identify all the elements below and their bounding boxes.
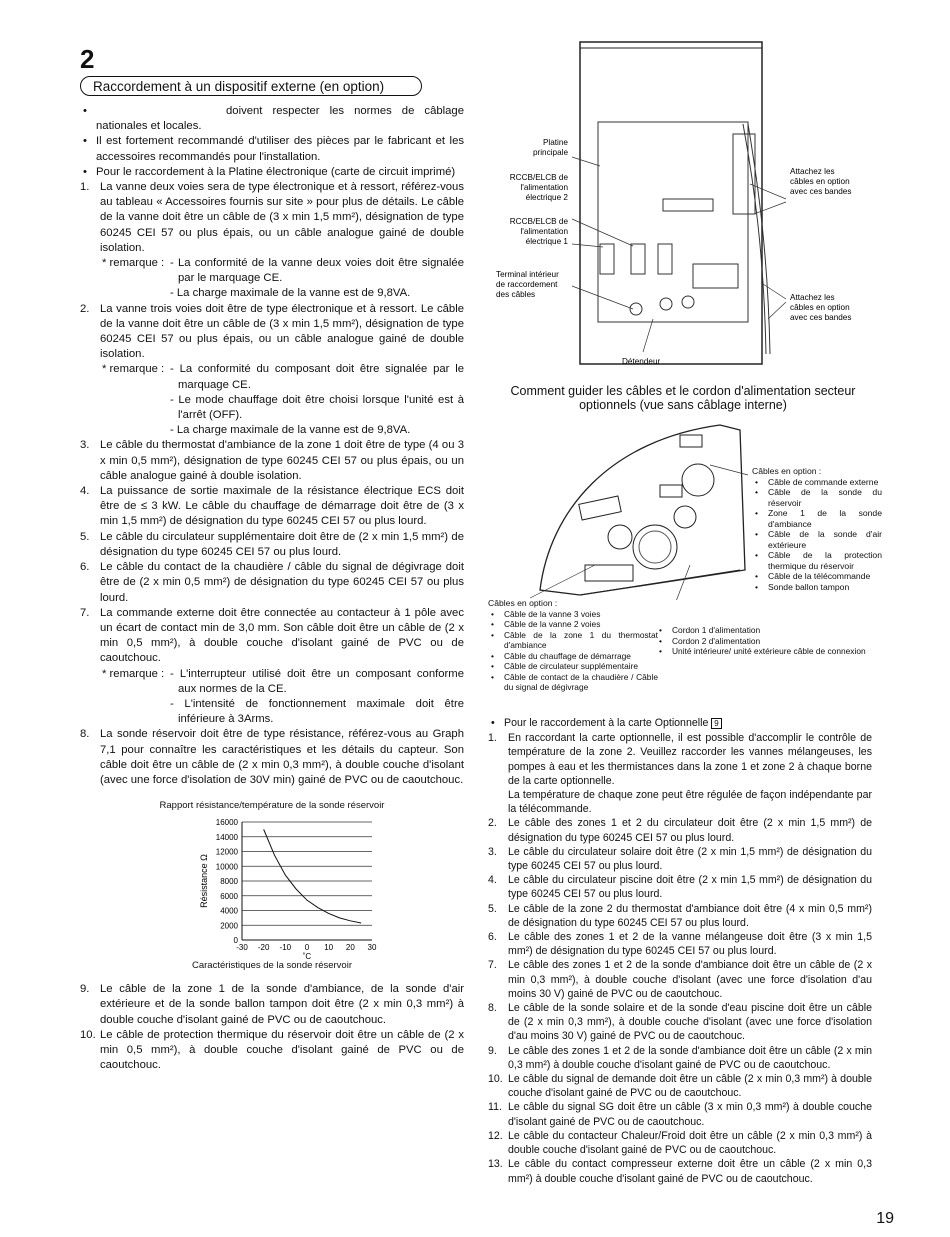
remark-line: - L'interrupteur utilisé doit être un composant conforme aux normes de la CE.: [170, 667, 464, 695]
list-item: [488, 1100, 872, 1128]
item-text: Le câble des zones 1 et 2 de la sonde d'ambiance doit être un câble (2 x min 0,3 mm²) à double couche d'isolant gainé de PVC ou de caoutchouc.: [508, 1044, 872, 1071]
cable-routing-diagram: [520, 420, 750, 600]
remark-block: [100, 362, 464, 438]
series-line: [264, 830, 361, 924]
cable-label: • Câble de circulateur supplémentaire: [488, 661, 658, 672]
list-item: [488, 1001, 872, 1044]
item-number: 10.: [80, 1028, 96, 1041]
chart-caption: Caractéristiques de la sonde réservoir: [192, 960, 352, 972]
y-tick-label: 12000: [215, 847, 238, 857]
grommet: [633, 525, 677, 569]
item-number: 2.: [488, 817, 497, 830]
item-text: Le câble de la zone 2 du thermostat d'ambiance doit être (4 x min 0,5 mm²) de désignation du type 60245 CEI 57 ou plus lourd.: [508, 902, 872, 929]
cable-label: • Cordon 1 d'alimentation: [656, 625, 871, 636]
cable-label: • Sonde ballon tampon: [752, 582, 882, 593]
y-tick-label: 4000: [220, 906, 238, 916]
diagram2-left-labels: Câbles en option : • Câble de la vanne 3 voies • Câble de la vanne 2 voies • Câble de la zone 1 du thermostat d'ambiance • Câble du chauffage de démarrage • Câble de circulateur supplémentaire • Câble de contact de la chaudière / Câble du signal de dégivrage: [488, 598, 658, 693]
cable-label: • Câble de la vanne 2 voies: [488, 619, 658, 630]
x-tick-label: 0: [304, 943, 310, 953]
sensor-chart: [80, 792, 464, 972]
rccb1: [600, 244, 614, 274]
list-item: [80, 560, 464, 606]
item-text: Le câble du contacteur Chaleur/Froid doit être un câble (2 x min 0,3 mm²) à double couche d'isolant gainé de PVC ou de caoutchouc.: [508, 1129, 872, 1157]
x-tick-label: 30: [367, 943, 377, 953]
list-item: [80, 530, 464, 560]
label-attach-2: Attachez les câbles en option avec ces bandes: [790, 293, 852, 322]
list-item: [488, 930, 872, 958]
item-number: 5.: [488, 902, 497, 915]
item-text: Le câble du signal de demande doit être un câble (2 x min 0,3 mm²) à double couche d'isolant gainé de PVC ou de caoutchouc.: [508, 1073, 872, 1100]
remark-label: * remarque :: [102, 667, 165, 680]
label-detendeur: Détendeur: [622, 357, 661, 366]
chart-title: Rapport résistance/température de la sonde réservoir: [159, 800, 385, 812]
list-item: [80, 606, 464, 728]
section-title: Raccordement à un dispositif externe (en option): [80, 76, 422, 96]
cable-label: • Cordon 2 d'alimentation: [656, 636, 871, 647]
list-item: [80, 438, 464, 484]
list-item: [80, 1028, 464, 1074]
item-number: 6.: [488, 931, 497, 944]
remark-block: [100, 256, 464, 302]
y-tick-label: 10000: [215, 862, 238, 872]
item-text: Le câble des zones 1 et 2 de la vanne mélangeuse doit être (3 x min 1,5 mm²) de désignation du type 60245 CEI 57 ou plus lourd.: [508, 931, 872, 958]
item-number: 9.: [488, 1044, 497, 1057]
item-text: Le câble des zones 1 et 2 du circulateur doit être (2 x min 1,5 mm²) de désignation du type 60245 CEI 57 ou plus lourd.: [508, 817, 872, 844]
bullet-item: • doivent respecter les normes de câblage nationales et locales.: [80, 104, 464, 134]
item-text: Le câble du contact de la chaudière / câble du signal de dégivrage doit être de (2 x min 0,5 mm²) de désignation du type 60245 CEI 57 ou plus lourd.: [100, 561, 464, 604]
list-item: [488, 816, 872, 844]
y-axis-label: Résistance Ω: [199, 854, 209, 909]
item-number: 1.: [80, 181, 90, 194]
diagram1-caption: Comment guider les câbles et le cordon d'alimentation secteur optionnels (vue sans câblage interne): [510, 384, 856, 412]
platine-diagram: [488, 34, 878, 379]
x-tick-label: -10: [279, 943, 292, 953]
rccb2: [631, 244, 645, 274]
list-item: [488, 845, 872, 873]
x-axis-label: ˚C: [302, 952, 312, 961]
item-text: Le câble du circulateur supplémentaire doit être de (2 x min 1,5 mm²) de désignation du type 60245 CEI 57 ou plus lourd.: [100, 530, 464, 558]
chart-svg: [80, 810, 464, 960]
item-number: 10.: [488, 1073, 503, 1086]
item-number: 7.: [488, 959, 497, 972]
cable-label: • Câble de la zone 1 du thermostat d'ambiance: [488, 630, 658, 651]
item-number: 11.: [488, 1101, 502, 1114]
remark-label: * remarque :: [102, 363, 165, 376]
item-number: 4.: [488, 874, 497, 887]
cable-label: • Câble de la vanne 3 voies: [488, 609, 658, 620]
item-text: Le câble de la zone 1 de la sonde d'ambiance, de la sonde d'air extérieure et de la sonde ballon tampon doit être (2 x min 0,3 mm²) à double couche d'isolant gainé de PVC ou de caoutchouc.: [100, 983, 464, 1026]
item-text: Le câble de la sonde solaire et de la sonde d'eau piscine doit être un câble de (2 x min 0,3 mm²), à double couche d'isolant (avec une force d'isolation d'au moins 30 V) gainé de PVC ou de caoutchouc.: [508, 1002, 872, 1043]
option-card-intro: • Pour le raccordement à la carte Optionnelle 9: [488, 716, 872, 731]
intro-bullets: [80, 104, 464, 180]
cable-label: • Zone 1 de la sonde d'ambiance: [752, 508, 882, 529]
item-text: La vanne deux voies sera de type électronique et à ressort, référez-vous au tableau « Accessoires fournis sur site » pour plus de détails. Le câble de la vanne doit être un câble de (3 x min 1,5 mm²), désignation de type 60245 CEI 57 ou plus épais, ou un câble analogue gainé de double isolation.: [100, 181, 464, 254]
y-tick-label: 6000: [220, 891, 238, 901]
remark-block: [100, 667, 464, 728]
x-tick-label: -30: [236, 943, 248, 953]
item-number: 9.: [80, 983, 90, 996]
item-number: 8.: [488, 1002, 497, 1015]
item-number: 13.: [488, 1158, 503, 1171]
page-number: 19: [876, 1210, 894, 1227]
remark-line: - La conformité de la vanne deux voies doit être signalée par le marquage CE.: [170, 257, 464, 285]
option-card-badge: 9: [711, 718, 721, 729]
remark-line: - L'intensité de fonctionnement maximale doit être inférieure à 3Arms.: [170, 697, 464, 726]
remark-label: * remarque :: [102, 257, 165, 270]
diagram2-right-labels: Câbles en option : • Câble de commande externe • Câble de la sonde du réservoir • Zone 1 de la sonde d'ambiance • Câble de la sonde d'air extérieure • Câble de la protection thermique du réservoir • Câble de la télécommande • Sonde ballon tampon: [752, 466, 882, 592]
item-number: 7.: [80, 606, 90, 619]
cable-label: • Câble de la sonde du réservoir: [752, 487, 882, 508]
list-item: [80, 727, 464, 788]
unit-housing: [540, 425, 745, 595]
remark-line: - La conformité du composant doit être signalée par le marquage CE.: [170, 363, 464, 391]
item-text: Le câble des zones 1 et 2 de la sonde d'ambiance doit être un câble de (2 x min 0,3 mm²), à double couche d'isolant (avec une force d'isolation d'au moins 30 V) gainé de PVC ou de caoutchouc.: [508, 959, 872, 1000]
list-item: [488, 902, 872, 930]
item-number: 2.: [80, 302, 90, 315]
item-text: La vanne trois voies doit être de type électronique et à ressort. Le câble de la vanne doit être un câble de (3 x min 1,5 mm²), désignation de type 60245 CEI 57 ou plus épais, ou un câble analogue gainé de double isolation.: [100, 302, 464, 361]
item-text: La puissance de sortie maximale de la résistance électrique ECS doit être de ≤ 3 kW. Le câble du chauffage de démarrage doit être de (3 x min 1,5 mm²) de désignation du type 60245 CEI 57 ou plus lourd.: [100, 485, 464, 528]
item-number: 6.: [80, 561, 90, 574]
list-item: [488, 731, 872, 816]
item-number: 4.: [80, 485, 90, 498]
list-item: [488, 1129, 872, 1157]
label-attach-1: Attachez les câbles en option avec ces bandes: [790, 167, 852, 196]
right-numbered-list: [488, 731, 872, 1186]
y-tick-label: 2000: [220, 921, 238, 931]
right-column: [488, 716, 872, 1186]
remark-line: - Le mode chauffage doit être choisi lorsque l'unité est à l'arrêt (OFF).: [170, 393, 464, 422]
bullet-item: • Pour le raccordement à la Platine électronique (carte de circuit imprimé): [80, 165, 464, 180]
main-board: [598, 122, 748, 322]
left-column: [80, 104, 464, 1073]
x-tick-label: 20: [345, 943, 355, 953]
cable-label: • Câble de commande externe: [752, 477, 882, 488]
remark-line: - La charge maximale de la vanne est de 9,8VA.: [170, 424, 411, 437]
x-tick-label: -20: [257, 943, 270, 953]
item-text: En raccordant la carte optionnelle, il est possible d'accomplir le contrôle de température de la zone 2. Veuillez raccorder les vannes mélangeuses, les pompes à eau et les thermistances dans la zone 1 et zone 2 à chaque borne de la carte optionnelle.: [508, 732, 872, 787]
label-terminal: Terminal intérieur de raccordement des câbles: [496, 270, 559, 299]
list-item: [488, 873, 872, 901]
list-item: [488, 1072, 872, 1100]
label-rccb1: RCCB/ELCB de l'alimentation électrique 1: [509, 217, 568, 246]
x-tick-label: 10: [324, 943, 334, 953]
label-rccb2: RCCB/ELCB de l'alimentation électrique 2: [509, 173, 568, 202]
left-numbered-list: [80, 180, 464, 788]
list-item: [80, 302, 464, 439]
list-item: [488, 958, 872, 1001]
item-text: Le câble du signal SG doit être un câble (3 x min 0,3 mm²) à double couche d'isolant gainé de PVC ou de caoutchouc.: [508, 1101, 872, 1128]
unit-frame: [580, 42, 762, 364]
item-text: La commande externe doit être connectée au contacteur à 1 pôle avec un écart de contact min de 3,0 mm. Son câble doit être un câble de (2 x min 0,5 mm²), à double couche d'isolant gainé de PVC ou de caoutchouc.: [100, 606, 464, 665]
list-item: [80, 180, 464, 302]
cable-label: • Câble de la sonde d'air extérieure: [752, 529, 882, 550]
item-number: 12.: [488, 1129, 503, 1142]
item-number: 3.: [80, 439, 90, 452]
list-item: [80, 484, 464, 530]
item-number: 3.: [488, 845, 497, 858]
item-text: Le câble du circulateur solaire doit être (2 x min 1,5 mm²) de désignation du type 60245 CEI 57 ou plus lourd.: [508, 845, 872, 873]
remark-line: - La charge maximale de la vanne est de 9,8VA.: [170, 287, 411, 300]
label-platine: Platine principale: [532, 138, 568, 157]
y-tick-label: 0: [233, 936, 238, 946]
bullet-item: • Il est fortement recommandé d'utiliser des pièces par le fabricant et les accessoires recommandés pour l'installation.: [80, 134, 464, 164]
cable-label: • Câble de la protection thermique du réservoir: [752, 550, 882, 571]
item-text: Le câble du thermostat d'ambiance de la zone 1 doit être de type (4 ou 3 x min 0,5 mm²), désignation de type 60245 CEI 57 ou plus épais, ou un câble analogue gainé à double isolation.: [100, 439, 464, 482]
list-item: [488, 1157, 872, 1185]
list-item: [80, 982, 464, 1028]
item-number: 5.: [80, 530, 90, 543]
left-numbered-list-b: [80, 982, 464, 1073]
cable-label: • Câble de contact de la chaudière / Câble du signal de dégivrage: [488, 672, 658, 693]
list-item: [488, 1044, 872, 1072]
item-text: La sonde réservoir doit être de type résistance, référez-vous au Graph 7,1 pour connaître les caractéristiques et les détails du capteur. Son câble doit être un câble de (2 x min 0,3 mm²), à double couche d'isolant (avec une force d'isolation de 30V min) gainé de PVC ou de caoutchouc.: [100, 728, 464, 786]
cable-label: • Câble du chauffage de démarrage: [488, 651, 658, 662]
section-number: 2: [80, 44, 95, 74]
y-tick-label: 14000: [215, 832, 238, 842]
item-number: 8.: [80, 728, 90, 741]
cable-label: • Câble de la télécommande: [752, 571, 882, 582]
diagram2-mid-labels: [656, 625, 871, 657]
item-number: 1.: [488, 732, 497, 745]
item-text: Le câble de protection thermique du réservoir doit être un câble de (2 x min 0,5 mm²), à double couche d'isolant gainé de PVC ou de caoutchouc.: [100, 1028, 464, 1072]
y-tick-label: 8000: [220, 877, 238, 887]
item-text-extra: La température de chaque zone peut être régulée de façon indépendante par la télécommande.: [508, 789, 872, 816]
item-text: Le câble du circulateur piscine doit être (2 x min 1,5 mm²) de désignation du type 60245 CEI 57 ou plus lourd.: [508, 874, 872, 901]
cable-label: • Unité intérieure/ unité extérieure câble de connexion: [656, 646, 871, 657]
y-tick-label: 16000: [215, 818, 238, 828]
item-text: Le câble du contact compresseur externe doit être un câble (2 x min 0,3 mm²) à double couche d'isolant gainé de PVC ou de caoutchouc.: [508, 1158, 872, 1185]
